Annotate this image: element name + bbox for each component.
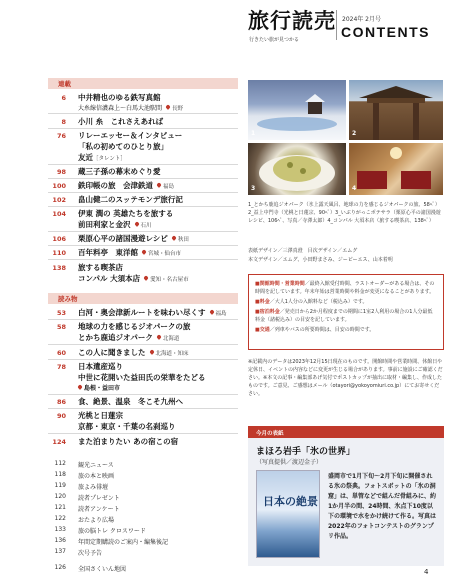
divider [48,164,238,165]
section-header-serials: 連載 [48,78,238,89]
contents-row[interactable]: 86 食、絶景、温泉 冬こそ九州へ [56,397,183,406]
photo-temple-gate-art [349,80,443,140]
photo-snow-onsen-art [248,80,346,140]
divider [48,433,238,434]
photo-snow-onsen: 1 [248,80,346,140]
cover-header: 今月の表紙 [248,426,444,438]
divider [48,231,238,232]
issue-date: 2024年 2月号 [342,16,381,23]
note-hours: ■関館時間・営業時間／最終入館受付時間、ラストオーダーがある場合は、その時間を記しています。年末年始は営業時間や料金が変更になることがあります。 [255,281,435,295]
list-item[interactable]: 112 観光ニュース [54,460,114,469]
photo-cafe-interior-art [349,143,443,195]
list-item[interactable]: 122 おたより広場 [54,515,115,524]
map-pin-icon [209,309,215,315]
section-header-reads: 読み物 [48,293,238,304]
list-item[interactable]: 133 旅の脳トレ クロスワード [54,526,146,535]
divider [48,206,238,207]
contents-row[interactable]: 76 リレーエッセー＆インタビュー 「私の初めてのひとり旅」 友近［タレント］ [56,131,183,162]
contents-row[interactable]: 100 鉄印帳の旅 会津鉄道 福島 [52,181,175,190]
cover-title: まほろ岩手「氷の世界」 [256,447,356,457]
divider [48,245,238,246]
contents-row[interactable]: 104 伊東 潤の 英雄たちを旅する 前田利家と金沢 石川 [52,209,174,229]
map-pin-icon [77,384,83,390]
list-item[interactable]: 120 読者プレゼント [54,493,120,502]
cover-thumbnail[interactable] [256,470,320,558]
contents-row[interactable]: 60 この人に聞きました 北海道・知床 [56,348,189,357]
photo-potato-salad: 3 [248,143,346,195]
divider [48,359,238,360]
map-pin-icon [156,182,162,188]
note-lodging: ■宿泊料金／発売日から2か月程度までの期間に1室2人利用の場合の1人分最低料金（諸税込み）の目安を記しています。 [255,309,433,323]
divider [48,113,238,114]
divider [48,394,238,395]
photo-cafe-interior: 4 [349,143,443,195]
contents-row[interactable]: 106 栗原心平の諸国漫遊レシピ 秋田 [52,234,189,243]
divider [48,344,238,345]
list-item[interactable]: 136 年間定期購読のご案内・編集後記 [54,537,169,546]
map-pin-icon [149,349,155,355]
logo-tagline: 行きたい旅が見つかる [249,37,300,43]
masthead-divider [336,10,337,40]
design-credits: 表紙デザイン／三澤真澄 目次デザイン／エムグ 本文デザイン／エムグ、小田野まさみ、ジーピーエス、山本着明 [248,248,393,263]
contents-row[interactable]: 90 光桃と日蓮宗 京都・東京・千葉の名刹巡り [56,411,176,431]
list-item[interactable]: 118 旅の本と映画 [54,471,115,480]
photo-captions: 1_とかち鹿追ジオパーク（氷上露天風呂、地球の力を感じるジオパークの旅、58ﾍﾟ）2_益上中門寺（光桃と日蓮宗、90ﾍﾟ）3_いぶりがっこポテサラ（栗原心平の諸国漫遊レシピ、106ﾍﾟ、写真／寺澤太郎）4_コンパル 大須本店（旅する喫茶店、138ﾍﾟ） [248,202,441,224]
cover-feature-box [248,426,444,566]
photo-temple-gate: 2 [349,80,443,140]
map-pin-icon [134,221,140,227]
divider [48,128,238,129]
divider [48,408,238,409]
contents-row[interactable]: 6 中井精也のゆる鉄写真館 大糸線信濃森上～白馬大池駅間 長野 [61,93,184,112]
note-transport: ■交通／列車やバスの所要時間は、目安の時間です。 [255,327,375,333]
magazine-logo: 旅行読売 [248,8,336,33]
contents-row[interactable]: 78 日本遺産巡り 中世に花開いた益田氏の栄華をたどる 島根・益田市 [56,362,206,392]
data-notes-box [248,274,444,350]
contents-row[interactable]: 53 白河・奥会津新ルートを味わい尽くす 福島 [56,308,227,317]
list-item[interactable]: 126 全国さくいん地図 [54,564,127,573]
map-pin-icon [165,104,171,110]
map-pin-icon [156,334,162,340]
list-item[interactable]: 121 読者アンケート [54,504,120,513]
note-fee: ■料金／大人1人分の入館料など（税込み）です。 [255,299,368,305]
map-pin-icon [143,275,149,281]
contents-row[interactable]: 124 また泊まりたい あの宿この宿 [52,437,179,446]
editorial-notice: ※記載内のデータは2023年12月15日現在のものです。開館時間や営業時間、休館日や定休日、イベントの内容などに変更が生じる場合があります。事前に施設にご確認ください。※本文の記事・編集部あげ気付でポストカップが抽出に取材・編集し、作成したものです。ご意見、ご感想はメール（otayori@yokoyomiuri.co.jp）にてお寄せください。 [248,359,443,397]
photo-potato-salad-art [248,143,346,195]
contents-row[interactable]: 58 地球の力を感じるジオパークの旅 とかち鹿追ジオパーク 北海道 [56,322,191,342]
divider [48,319,238,320]
contents-row[interactable]: 8 小川 糸 これさえあれば [61,117,164,126]
divider [48,259,238,260]
map-pin-icon [171,235,177,241]
contents-heading: CONTENTS [341,24,430,40]
contents-row[interactable]: 138 旅する喫茶店 コンパル 大須本店 愛知・名古屋市 [52,263,189,283]
divider [48,178,238,179]
page-number: 4 [424,568,429,576]
list-item[interactable]: 119 旅よみ俳壇 [54,482,109,491]
contents-row[interactable]: 98 蔵三子孫の幕末めぐり愛 [56,167,161,176]
map-pin-icon [141,249,147,255]
cover-thumbnail-title: 日本の絶景 [263,495,318,508]
list-item[interactable]: 137 次号予告 [54,548,103,557]
cover-credit: （写真提供／渡辺金子） [256,459,323,466]
divider [48,192,238,193]
masthead [248,8,443,52]
contents-row[interactable]: 110 百年料亭 東洋館 宮城・仙台市 [52,248,182,257]
contents-row[interactable]: 102 畠山健二のスッテモンデ旅行記 [52,195,183,204]
cover-description: 盛岡市で1月下旬～2月下旬に開催される氷の祭典。フォトスポットの「氷の洞窟」は、単管などで組んだ骨組みに、約1か月半の間、24時間、氷点下10度以下の環境で水をかけ続けて作る。写真は2022年のフォトコンテストのグランプリ作品。 [328,473,437,540]
